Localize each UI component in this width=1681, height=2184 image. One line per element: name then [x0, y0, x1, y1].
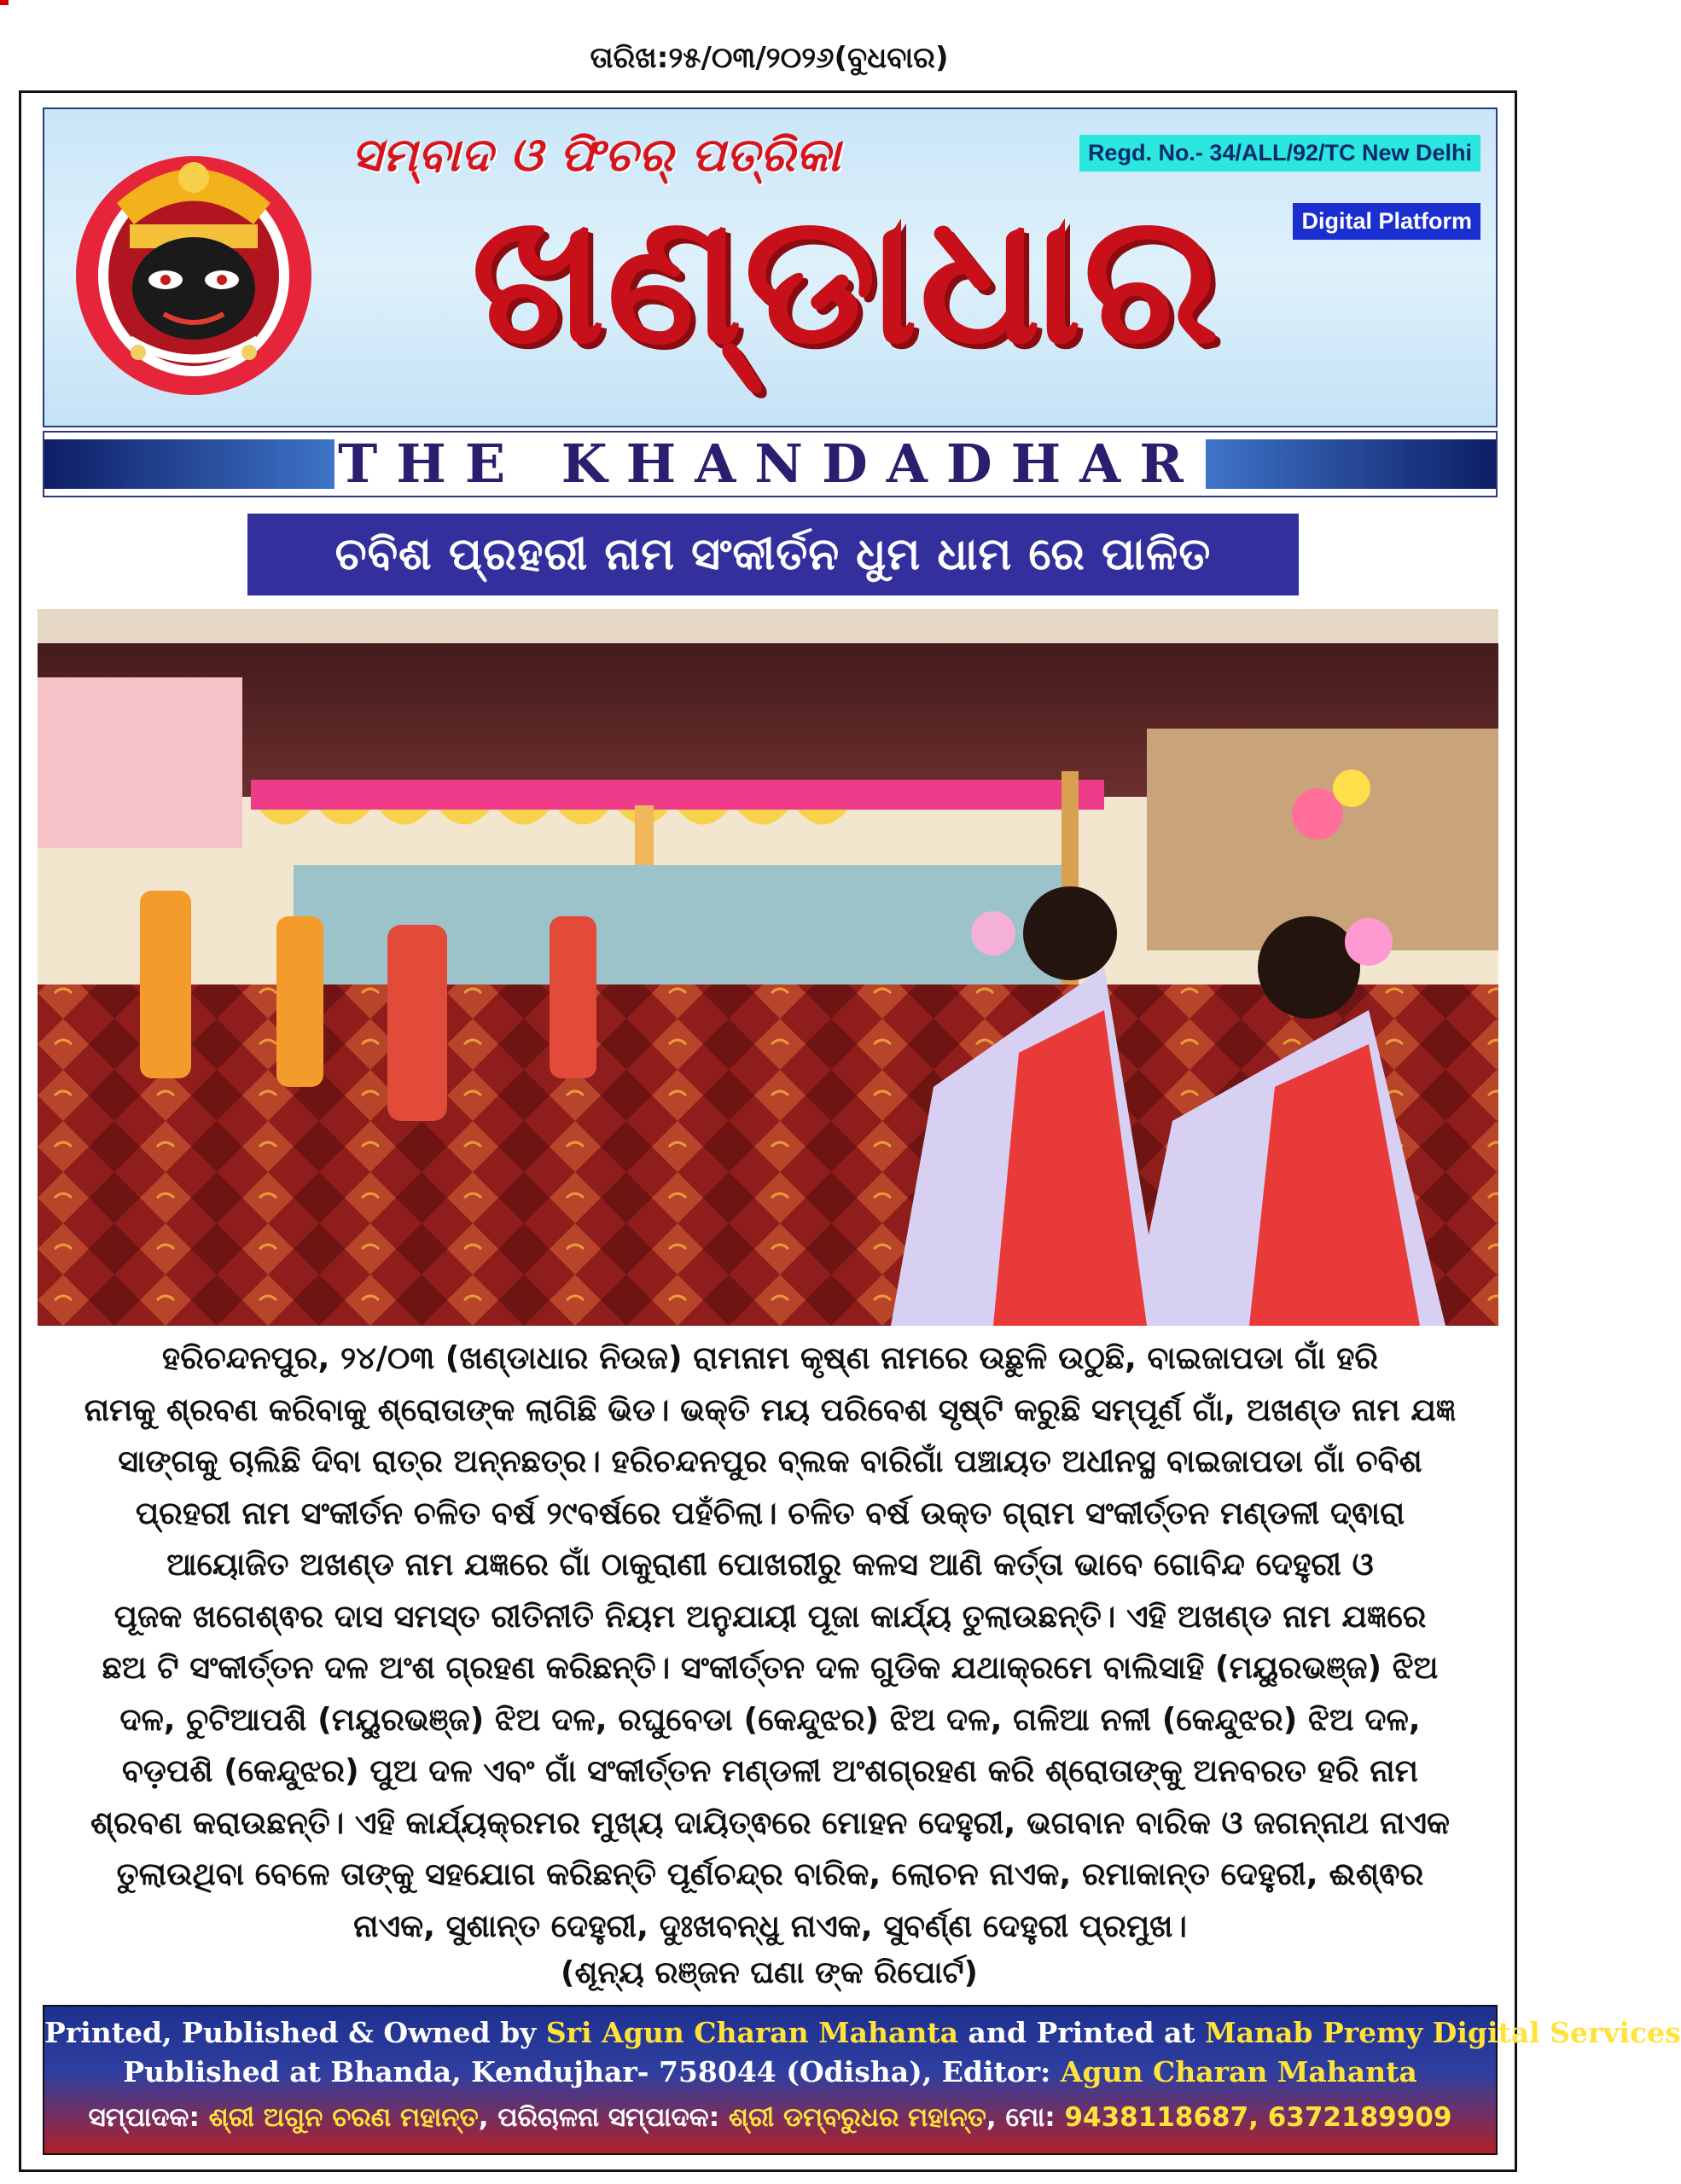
phone-label: , ମୋ:	[986, 2102, 1065, 2133]
printed-at-label: and Printed at	[958, 2016, 1206, 2049]
printed-by-label: Printed, Published & Owned by	[44, 2016, 546, 2049]
article-line: ପ୍ରହରୀ ନାମ ସଂକୀର୍ତନ ଚଳିତ ବର୍ଷ ୨୯ବର୍ଷରେ ପହଁଚିଲା। ଚଳିତ ବର୍ଷ ଉକ୍ତ ଗ୍ରାମ ସଂକୀର୍ତ୍ତନ ମଣ୍ଡଳୀ ଦ୍ଵାରା	[135, 1494, 1405, 1531]
registration-badge: Regd. No.- 34/ALL/92/TC New Delhi	[1079, 135, 1480, 171]
manager-label-odia: , ପରିଚାଳନା ସମ୍ପାଦକ:	[478, 2102, 729, 2133]
article-line: ପୂଜକ ଖଗେଶ୍ଵର ଦାସ ସମସ୍ତ ରୀତିନୀତି ନିୟମ ଅନୁଯାୟୀ ପୂଜା କାର୍ଯ୍ୟ ତୁଲାଉଛନ୍ତି। ଏହି ଅଖଣ୍ଡ ନାମ ଯଜ୍ଞରେ	[113, 1597, 1427, 1635]
reporter-credit: (ଶୂନ୍ୟ ରଞ୍ଜନ ଘଣା ଙ୍କ ରିପୋର୍ଟ)	[561, 1955, 978, 1990]
phone-numbers: 9438118687, 6372189909	[1064, 2102, 1452, 2133]
masthead-tagline: ସମ୍ବାଦ ଓ ଫିଚର୍ ପତ୍ରିକା	[352, 128, 841, 182]
article-body	[60, 1333, 1480, 1952]
manager-name-odia: ଶ୍ରୀ ଡମ୍ବରୁଧର ମହାନ୍ତ	[728, 2102, 986, 2133]
nameplate-text: THE KHANDADHAR	[338, 433, 1202, 495]
nameplate-right-stripe	[1206, 439, 1496, 489]
footer-line-1	[44, 2007, 1681, 2053]
published-at-label: Published at Bhanda, Kendujhar- 758044 (Odisha), Editor:	[123, 2055, 1061, 2088]
corner-mark	[0, 0, 9, 5]
printer-name: Manab Premy Digital Services	[1205, 2016, 1681, 2049]
footer-line-3	[44, 2092, 1496, 2143]
article-line: ଦଳ, ଚୁଟିଆପଶି (ମୟୁରଭଞ୍ଜ) ଝିଅ ଦଳ, ରଘୁବେଡା (କେନ୍ଦୁଝର) ଝିଅ ଦଳ, ଗଳିଆ ନଳୀ (କେନ୍ଦୁଝର) ଝିଅ ଦଳ,	[119, 1700, 1421, 1738]
editor-label-odia: ସମ୍ପାଦକ:	[88, 2102, 209, 2133]
owner-name: Sri Agun Charan Mahanta	[545, 2016, 959, 2049]
masthead	[43, 107, 1498, 427]
article-line: ସାଙ୍ଗକୁ ଚାଲିଛି ଦିବା ରାତ୍ର ଅନ୍ନଛତ୍ର। ହରିଚନ୍ଦନପୁର ବ୍ଲକ ବାରିଗାଁ ପଞ୍ଚାୟତ ଅଧୀନସ୍ଥ ବାଇଜାପଡା ଗାଁ ଚବିଶ	[118, 1443, 1422, 1479]
article-line: ନାଏକ, ସୁଶାନ୍ତ ଦେହୁରୀ, ଦୁଃଖବନ୍ଧୁ ନାଏକ, ସୁବର୍ଣ୍ଣ ଦେହୁରୀ ପ୍ରମୁଖ।	[353, 1907, 1187, 1944]
digital-platform-badge: Digital Platform	[1293, 203, 1480, 240]
article-line: ହରିଚନ୍ଦନପୁର, ୨୪/୦୩ (ଖଣ୍ଡାଧାର ନିଉଜ) ରାମନାମ କୃଷ୍ଣ ନାମରେ ଉଛୁଳି ଉଠୁଛି, ବାଇଜାପଡା ଗାଁ ହରି	[161, 1339, 1379, 1376]
article-line: ବଡ଼ପଶି (କେନ୍ଦୁଝର) ପୁଅ ଦଳ ଏବଂ ଗାଁ ସଂକୀର୍ତ୍ତନ ମଣ୍ଡଳୀ ଅଂଶଗ୍ରହଣ କରି ଶ୍ରୋତାଙ୍କୁ ଅନବରତ ହରି ନାମ	[122, 1752, 1418, 1789]
editor-name: Agun Charan Mahanta	[1060, 2055, 1417, 2088]
editor-name-odia: ଶ୍ରୀ ଅଗୁନ ଚରଣ ମହାନ୍ତ	[208, 2102, 479, 2133]
issue-date: ତାରିଖ:୨୫/୦୩/୨୦୨୬(ବୁଧବାର)	[590, 41, 949, 75]
nameplate-left-stripe	[44, 439, 334, 489]
masthead-title: ଖଣ୍ଡାଧାର	[471, 175, 1221, 384]
article-line: ଶ୍ରବଣ କରାଉଛନ୍ତି। ଏହି କାର୍ଯ୍ୟକ୍ରମର ମୁଖ୍ୟ ଦାୟିତ୍ଵରେ ମୋହନ ଦେହୁରୀ, ଭଗବାନ ବାରିକ ଓ ଜଗନ୍ନାଥ ନାଏକ	[90, 1804, 1450, 1841]
deity-face-icon	[70, 143, 317, 399]
article-line: ଛଅ ଟି ସଂକୀର୍ତ୍ତନ ଦଳ ଅଂଶ ଗ୍ରହଣ କରିଛନ୍ତି। ସଂକୀର୍ତ୍ତନ ଦଳ ଗୁଡିକ ଯଥାକ୍ରମେ ବାଲିସାହି (ମୟୁରଭଞ୍ଜ) ଝିଅ	[102, 1649, 1439, 1686]
english-nameplate	[43, 431, 1498, 497]
article-line: ଆୟୋଜିତ ଅଖଣ୍ଡ ନାମ ଯଜ୍ଞରେ ଗାଁ ଠାକୁରାଣୀ ପୋଖରୀରୁ କଳସ ଆଣି କର୍ତ୍ତା ଭାବେ ଗୋବିନ୍ଦ ଦେହୁରୀ ଓ	[166, 1546, 1374, 1583]
footer-line-2	[44, 2053, 1496, 2092]
imprint-footer	[43, 2005, 1681, 2155]
article-line: ନାମକୁ ଶ୍ରବଣ କରିବାକୁ ଶ୍ରୋତାଙ୍କ ଲାଗିଛି ଭିଡ। ଭକ୍ତି ମୟ ପରିବେଶ ସୃଷ୍ଟି କରୁଛି ସମ୍ପୂର୍ଣ ଗାଁ, ଅଖଣ୍ଡ ନାମ ଯଜ୍ଞ	[84, 1391, 1457, 1428]
news-headline: ଚବିଶ ପ୍ରହରୀ ନାମ ସଂକୀର୍ତନ ଧୁମ ଧାମ ରେ ପାଳିତ	[247, 514, 1299, 595]
article-line: ତୁଲାଉଥିବା ବେଳେ ତାଙ୍କୁ ସହଯୋଗ କରିଛନ୍ତି ପୂର୍ଣଚନ୍ଦ୍ର ବାରିକ, ଲୋଚନ ନାଏକ, ରମାକାନ୍ତ ଦେହୁରୀ, ଈଶ୍ଵର	[116, 1856, 1424, 1892]
news-photo	[38, 609, 1498, 1326]
